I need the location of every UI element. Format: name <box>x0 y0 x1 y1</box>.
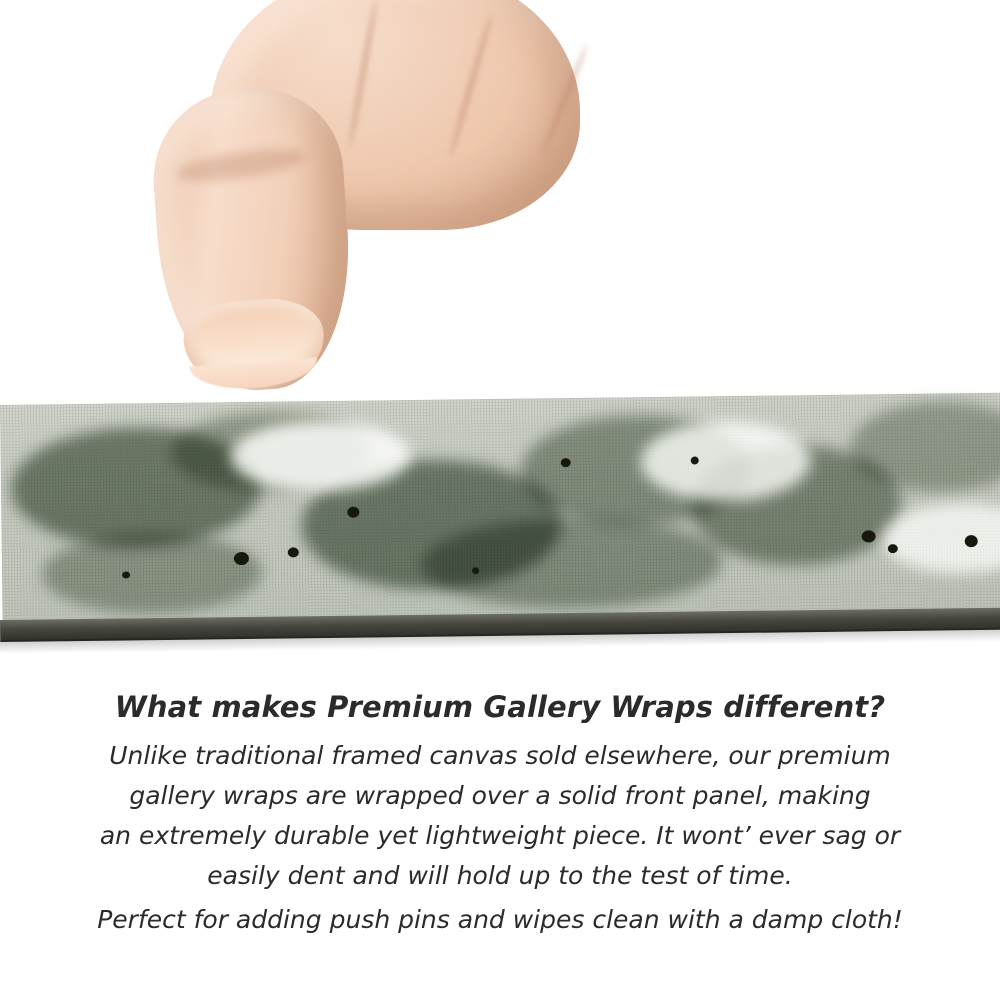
hand-illustration <box>120 0 600 430</box>
canvas-speck <box>288 547 299 557</box>
caption-heading: What makes Premium Gallery Wraps different? <box>114 690 886 724</box>
knuckle-crease-line <box>447 12 494 158</box>
canvas-speck <box>862 530 876 542</box>
canvas-speck <box>472 567 479 574</box>
caption-line-2: gallery wraps are wrapped over a solid front panel, making <box>129 781 871 810</box>
caption-closing-line: Perfect for adding push pins and wipes clean with a damp cloth! <box>97 905 903 934</box>
caption-block <box>0 690 1000 940</box>
knuckle-crease-line <box>540 43 590 156</box>
canvas-speck <box>888 544 898 553</box>
canvas-speck <box>965 535 978 547</box>
knuckle-crease-line <box>347 0 379 147</box>
canvas-speck <box>561 458 571 467</box>
caption-line-3: an extremely durable yet lightweight piece. It wont’ ever sag or <box>99 821 901 850</box>
canvas-speck <box>347 507 359 518</box>
caption-line-4: easily dent and will hold up to the test of time. <box>207 861 793 890</box>
caption-line-1: Unlike traditional framed canvas sold elsewhere, our premium <box>109 741 891 770</box>
canvas-texture-blotch <box>42 532 263 615</box>
canvas-edge-strip <box>0 393 1000 625</box>
canvas-speck <box>122 571 130 578</box>
canvas-speck <box>691 456 699 464</box>
